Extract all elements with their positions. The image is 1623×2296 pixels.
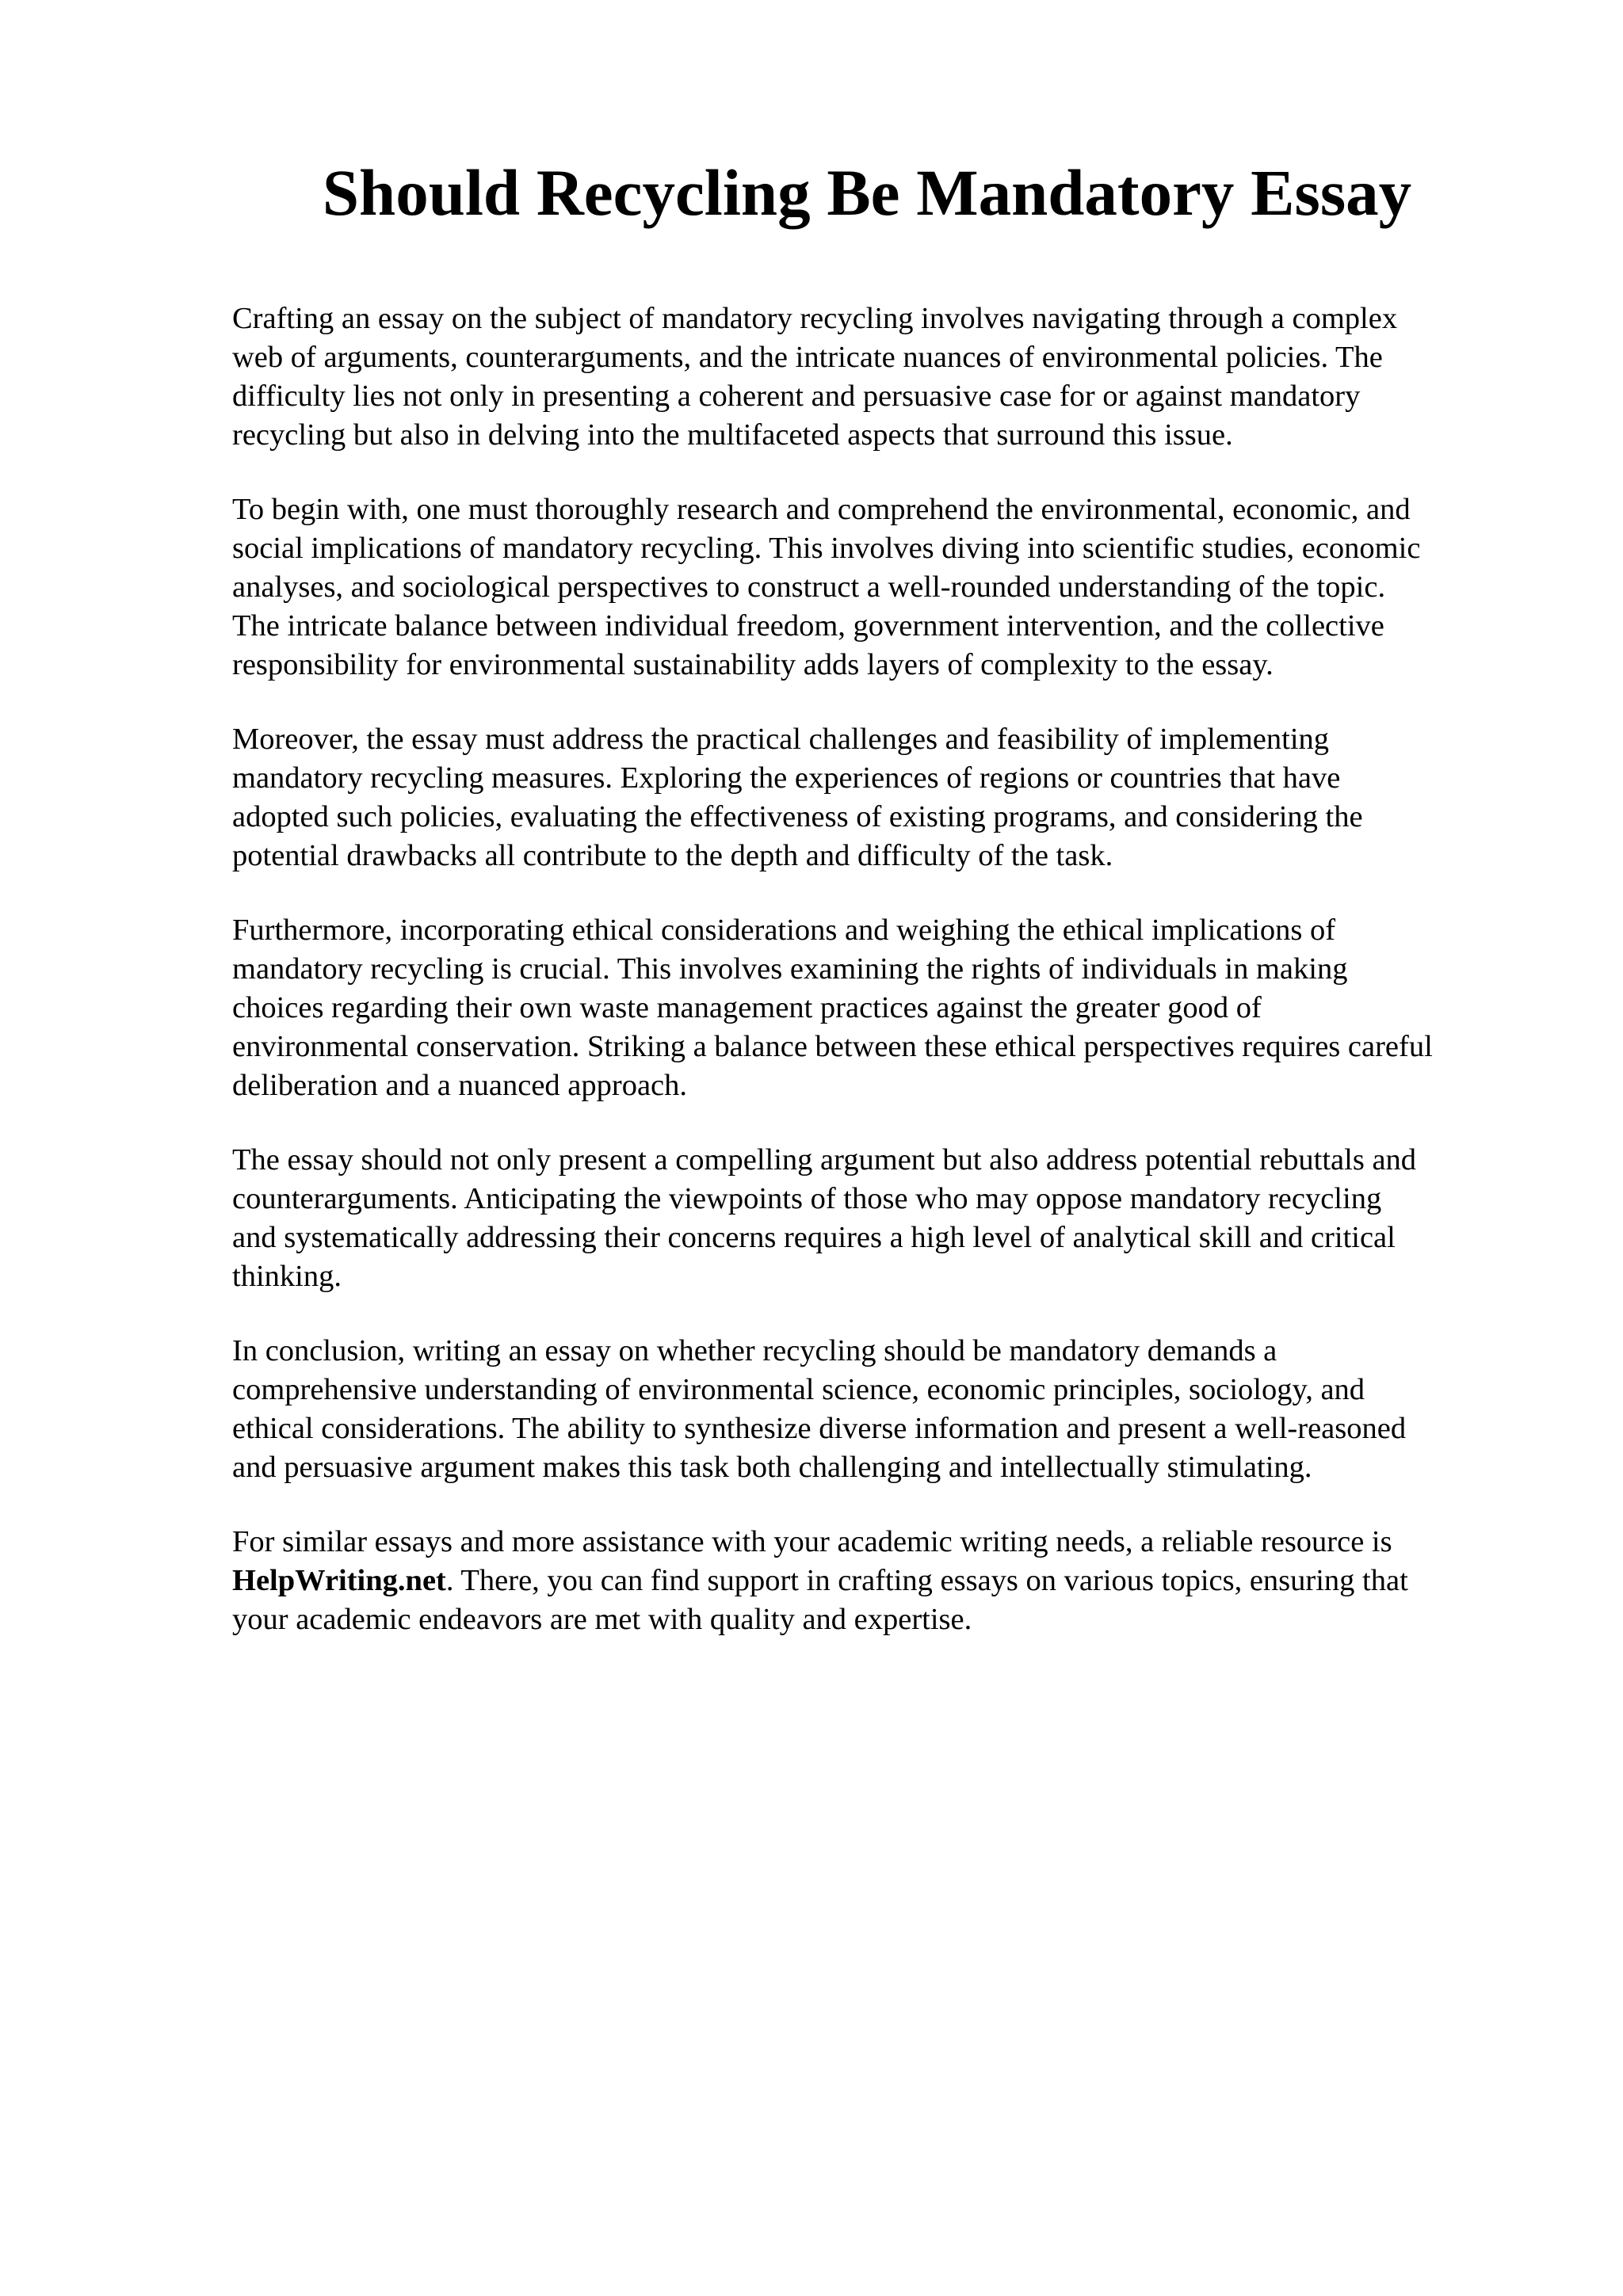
paragraph-line: To begin with, one must thoroughly research and comprehend the environmental, economic, and	[232, 493, 1411, 526]
paragraph-line: mandatory recycling is crucial. This involves examining the rights of individuals in making	[232, 952, 1348, 986]
paragraph-line: For similar essays and more assistance with your academic writing needs, a reliable resource is	[232, 1525, 1392, 1558]
paragraph-line: Moreover, the essay must address the practical challenges and feasibility of implementing	[232, 723, 1330, 756]
paragraph-line: responsibility for environmental sustainability adds layers of complexity to the essay.	[232, 648, 1274, 681]
paragraph-line: and systematically addressing their concerns requires a high level of analytical skill and critical	[232, 1221, 1396, 1254]
paragraph-line: comprehensive understanding of environmental science, economic principles, sociology, and	[232, 1373, 1365, 1406]
paragraph-line: social implications of mandatory recycling. This involves diving into scientific studies, economic	[232, 532, 1421, 565]
paragraph-line	[232, 1562, 1579, 1600]
paragraph-line: choices regarding their own waste management practices against the greater good of	[232, 991, 1262, 1024]
paragraph-4	[232, 911, 1579, 1105]
essay-title: Should Recycling Be Mandatory Essay	[322, 156, 1412, 229]
closing-paragraph	[232, 1523, 1579, 1639]
paragraph-line: counterarguments. Anticipating the viewpoints of those who may oppose mandatory recycling	[232, 1182, 1382, 1215]
paragraph-line: In conclusion, writing an essay on whether recycling should be mandatory demands a	[232, 1334, 1277, 1367]
paragraph-6	[232, 1332, 1579, 1487]
paragraph-line: web of arguments, counterarguments, and the intricate nuances of environmental policies. The	[232, 341, 1383, 374]
paragraph-line: Furthermore, incorporating ethical considerations and weighing the ethical implications of	[232, 913, 1336, 947]
helpwriting-brand-link[interactable]: HelpWriting.net	[232, 1564, 446, 1597]
paragraph-line: potential drawbacks all contribute to the depth and difficulty of the task.	[232, 839, 1113, 872]
paragraph-line: adopted such policies, evaluating the effectiveness of existing programs, and considering the	[232, 800, 1363, 833]
paragraph-line: recycling but also in delving into the multifaceted aspects that surround this issue.	[232, 418, 1233, 452]
paragraph-line: difficulty lies not only in presenting a coherent and persuasive case for or against mandatory	[232, 379, 1361, 413]
paragraph-2	[232, 490, 1579, 685]
paragraph-line: mandatory recycling measures. Exploring the experiences of regions or countries that have	[232, 761, 1341, 795]
paragraph-5	[232, 1141, 1579, 1296]
paragraph-line: ethical considerations. The ability to synthesize diverse information and present a well-reasoned	[232, 1412, 1407, 1445]
paragraph-line: your academic endeavors are met with quality and expertise.	[232, 1603, 972, 1636]
closing-text: . There, you can find support in crafting essays on various topics, ensuring that	[445, 1564, 1408, 1597]
paragraph-line: environmental conservation. Striking a balance between these ethical perspectives requires careful	[232, 1030, 1433, 1063]
paragraph-line: The essay should not only present a compelling argument but also address potential rebuttals and	[232, 1143, 1417, 1177]
paragraph-line: thinking.	[232, 1260, 342, 1293]
paragraph-line: Crafting an essay on the subject of mandatory recycling involves navigating through a complex	[232, 302, 1398, 335]
essay-body	[232, 299, 1579, 1675]
paragraph-line: deliberation and a nuanced approach.	[232, 1069, 688, 1102]
paragraph-line: The intricate balance between individual freedom, government intervention, and the collective	[232, 609, 1384, 643]
paragraph-line: and persuasive argument makes this task both challenging and intellectually stimulating.	[232, 1451, 1312, 1484]
paragraph-3	[232, 720, 1579, 875]
paragraph-1	[232, 299, 1579, 455]
paragraph-line: analyses, and sociological perspectives to construct a well-rounded understanding of the topic.	[232, 570, 1386, 604]
